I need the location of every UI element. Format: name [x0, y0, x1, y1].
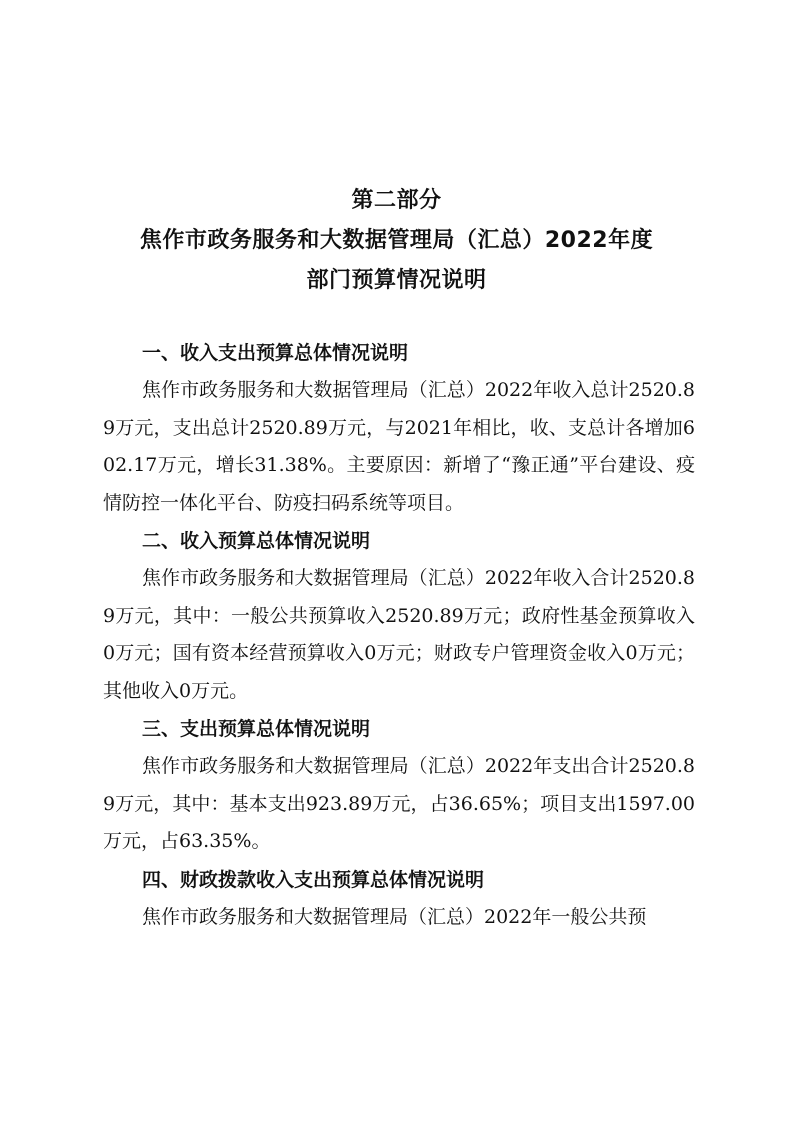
document-body: [103, 334, 695, 936]
report-title: 部门预算情况说明: [306, 268, 487, 293]
document-title: [0, 181, 793, 301]
section-heading: 二、收入预算总体情况说明: [142, 530, 371, 552]
section-2: [103, 522, 695, 710]
section-paragraph: 焦作市政务服务和大数据管理局（汇总）2022年收入合计2520.89万元，其中：一般公共预算收入2520.89万元；政府性基金预算收入0万元；国有资本经营预算收入0万元；财政专户管理资金收入0万元；其他收入0万元。: [103, 567, 695, 702]
section-paragraph: 焦作市政务服务和大数据管理局（汇总）2022年一般公共预: [142, 905, 647, 928]
section-heading: 四、财政拨款收入支出预算总体情况说明: [142, 868, 485, 891]
part-title: 第二部分: [351, 188, 442, 213]
section-heading: 一、收入支出预算总体情况说明: [142, 342, 409, 364]
section-1: [103, 334, 695, 522]
section-4: [103, 861, 695, 937]
section-heading: 三、支出预算总体情况说明: [142, 718, 371, 740]
section-paragraph: 焦作市政务服务和大数据管理局（汇总）2022年收入总计2520.89万元，支出总计2520.89万元，与2021年相比，收、支总计各增加602.17万元，增长31.38%。主要原因：新增了“豫正通”平台建设、疫情防控一体化平台、防疫扫码系统等项目。: [103, 379, 695, 514]
section-3: [103, 710, 695, 861]
section-paragraph: 焦作市政务服务和大数据管理局（汇总）2022年支出合计2520.89万元，其中：基本支出923.89万元，占36.65%；项目支出1597.00万元，占63.35%。: [103, 755, 695, 852]
agency-title: 焦作市政务服务和大数据管理局（汇总）2022年度: [139, 228, 654, 253]
